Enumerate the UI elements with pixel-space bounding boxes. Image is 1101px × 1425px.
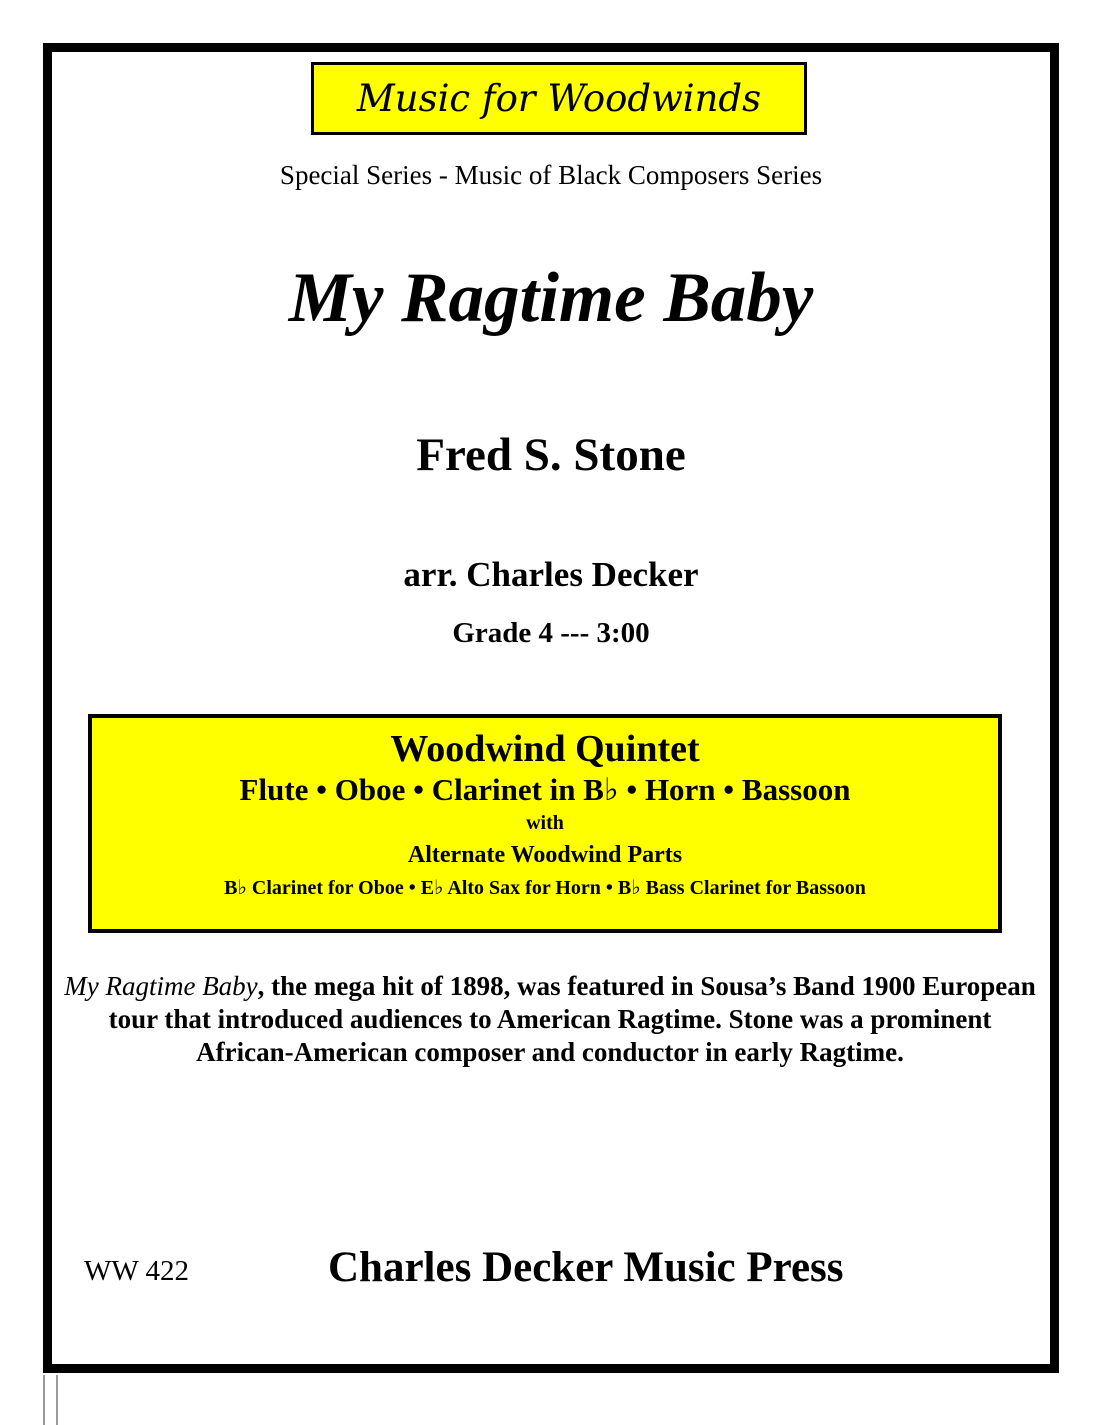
description-text: , the mega hit of 1898, was featured in Sousa’s Band 1900 European tour that introduced audiences to American Ragtime. Stone was a prominent African-American composer and conductor in early Ragtime. [108, 971, 1036, 1067]
instrument-list: Flute • Oboe • Clarinet in B♭ • Horn • Bassoon [239, 772, 851, 807]
ensemble-box [88, 714, 1002, 933]
page-border [43, 43, 1059, 1373]
piece-title: My Ragtime Baby [288, 259, 814, 337]
series-subtitle: Special Series - Music of Black Composers Series [279, 160, 823, 190]
grade-duration: Grade 4 --- 3:00 [452, 617, 650, 649]
catalog-number: WW 422 [84, 1255, 189, 1287]
binding-line [43, 1375, 45, 1425]
ensemble-title: Woodwind Quintet [390, 728, 700, 770]
with-label: with [526, 812, 564, 834]
alternate-parts-list: B♭ Clarinet for Oboe • E♭ Alto Sax for Horn • B♭ Bass Clarinet for Bassoon [224, 877, 866, 899]
arranger-name: arr. Charles Decker [403, 555, 699, 594]
publisher-name: Charles Decker Music Press [328, 1244, 844, 1291]
description-title: My Ragtime Baby [64, 971, 258, 1001]
composer-name: Fred S. Stone [416, 429, 686, 481]
series-label: Music for Woodwinds [356, 77, 762, 120]
series-banner [311, 62, 807, 135]
description [60, 970, 1040, 1069]
binding-line [56, 1375, 58, 1425]
alternate-parts-title: Alternate Woodwind Parts [407, 842, 683, 868]
